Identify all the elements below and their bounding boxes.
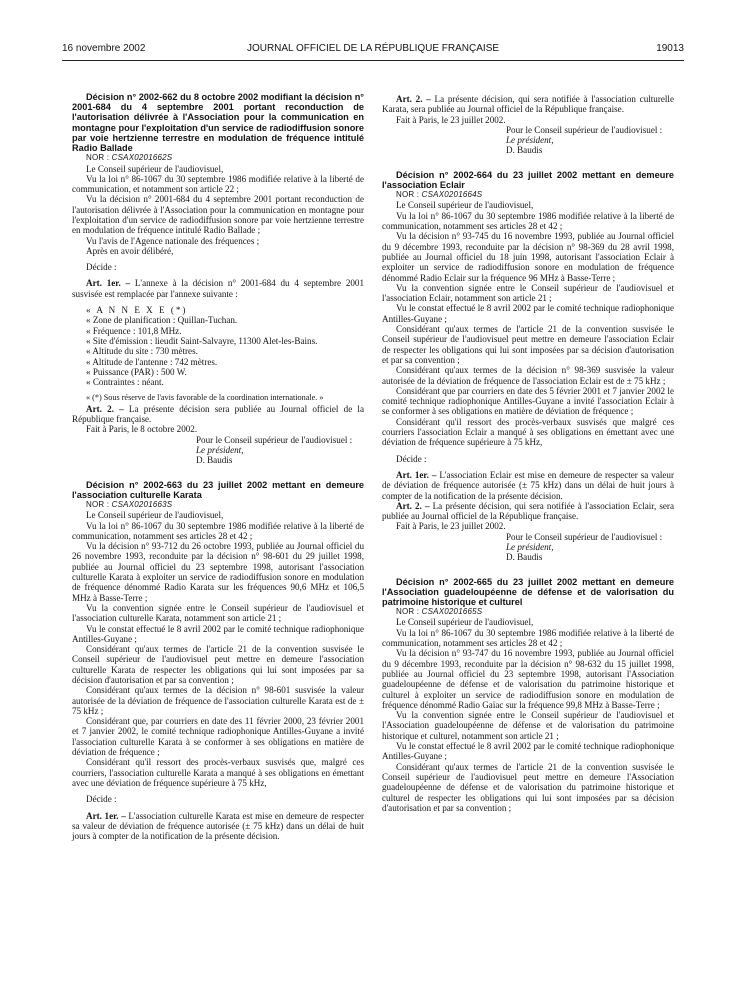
paragraph: Vu le constat effectué le 8 avril 2002 par le comité technique radiophonique Antilles-Guyane ;	[382, 741, 674, 762]
paragraph: Le Conseil supérieur de l'audiovisuel,	[396, 200, 534, 211]
annexe-heading: « A N N E X E (*)	[86, 305, 188, 316]
annex-item: « Site d'émission : lieudit Saint-Salvayre, 11300 Alet-les-Bains.	[86, 335, 318, 346]
decide-heading: Décide :	[86, 262, 117, 273]
signature-line: Pour le Conseil supérieur de l'audiovisuel :	[506, 531, 663, 542]
paragraph: Le Conseil supérieur de l'audiovisuel,	[396, 617, 534, 628]
paragraph: Considérant qu'aux termes de la décision n° 98-601 susvisée la valeur autorisée de la déviation de fréquence de l'association culturelle Karata est de ± 75 kHz ;	[72, 685, 364, 716]
signature-name: D. Baudis	[506, 145, 543, 156]
header-journal-title: JOURNAL OFFICIEL DE LA RÉPUBLIQUE FRANÇAISE	[246, 43, 500, 54]
paragraph: Considérant que, par courriers en date des 11 février 2000, 23 février 2001 et 7 janvier 2002, le comité technique radiophonique Antilles-Guyane a invité l'association culturelle Karata à se conformer à ses obligations en matière de déviation de fréquence ;	[72, 716, 364, 758]
fait-a-paris: Fait à Paris, le 23 juillet 2002.	[396, 114, 506, 125]
article-2	[382, 501, 674, 522]
annex-item: « Zone de planification : Quillan-Tuchan.	[86, 315, 238, 326]
article-2	[382, 94, 674, 115]
header-page-number: 19013	[656, 43, 684, 54]
paragraph: Vu la décision n° 93-747 du 16 novembre 1993, publiée au Journal officiel du 9 décembre 1993, reconduite par la décision n° 98-632 du 15 juillet 1998, publiée au Journal officiel du 23 septembre 1998, autorisant l'Association guadeloupéenne de défense et de valorisation du patrimoine historique et culturel à exploiter un service de radiodiffusion sonore en modulation de fréquence dénommé Radio Gaïac sur la fréquence 99,8 MHz à Basse-Terre ;	[382, 648, 674, 710]
signature-role: Le président,	[196, 444, 244, 455]
paragraph: Vu le constat effectué le 8 avril 2002 par le comité technique radiophonique Antilles-Guyane ;	[72, 623, 364, 644]
paragraph: Vu la loi n° 86-1067 du 30 septembre 1986 modifiée relative à la liberté de communication, notamment ses articles 28 et 42 ;	[382, 627, 674, 649]
annex-item: « Puissance (PAR) : 500 W.	[86, 366, 187, 377]
nor-label: NOR :	[396, 190, 420, 200]
nor-label: NOR :	[86, 153, 110, 163]
paragraph: Vu l'avis de l'Agence nationale des fréquences ;	[86, 235, 260, 246]
right-column	[382, 94, 674, 813]
signature-line: Pour le Conseil supérieur de l'audiovisuel :	[506, 124, 663, 135]
paragraph: Vu la loi n° 86-1067 du 30 septembre 1986 modifiée relative à la liberté de communication, notamment ses articles 28 et 42 ;	[72, 520, 364, 541]
paragraph: Le Conseil supérieur de l'audiovisuel,	[86, 163, 224, 174]
article-text: La présente décision sera publiée au Journal officiel de la République française.	[72, 403, 364, 425]
article-label: Art. 2. –	[396, 500, 430, 511]
article-text: L'association Eclair est mise en demeure de respecter sa valeur de déviation de fréquence autorisée (± 75 kHz) dans un délai de huit jours à compter de la notification de la présente décision.	[382, 469, 674, 501]
article-text: La présente décision, qui sera notifiée à l'association Eclair, sera publiée au Journal officiel de la République française.	[382, 500, 674, 522]
header-date: 16 novembre 2002	[62, 43, 146, 54]
article-text: La présente décision, qui sera notifiée à l'association culturelle Karata, sera publiée au Journal officiel de la République française.	[382, 94, 674, 115]
article-label: Art. 1er. –	[86, 810, 126, 821]
decision-664-nor	[382, 190, 674, 200]
decide-heading: Décide :	[396, 453, 427, 464]
page-header	[62, 43, 684, 59]
paragraph: Considérant qu'il ressort des procès-verbaux susvisés que, malgré ces courriers, l'association culturelle Karata a manqué à ses obligations en émettant avec une déviation de fréquence supérieure à 75 kHz,	[72, 757, 364, 788]
fait-a-paris: Fait à Paris, le 23 juillet 2002.	[396, 521, 506, 532]
paragraph: Vu la décision n° 93-712 du 26 octobre 1993, publiée au Journal officiel du 26 novembre 1993, reconduite par la décision n° 98-601 du 29 juillet 1998, publiée au Journal officiel du 23 septembre 1998, autorisant l'association culturelle Karata à exploiter un service de radiodiffusion sonore en modulation de fréquence dénommé Radio Karata sur les fréquences 90,6 MHz et 106,5 MHz à Basse-Terre ;	[72, 541, 364, 603]
signature-name: D. Baudis	[506, 552, 543, 563]
annex-item: « Altitude de l'antenne : 742 mètres.	[86, 356, 218, 367]
nor-code: CSAX0201663S	[111, 499, 173, 509]
paragraph: Considérant qu'aux termes de l'article 21 de la convention susvisée le Conseil supérieur de l'audiovisuel peut mettre en demeure l'Association guadeloupéenne de défense et de valorisation du patrimoine historique et culturel de respecter les obligations qui lui sont imposées par sa décision d'autorisation et par sa convention ;	[382, 761, 674, 813]
decision-662-title: Décision n° 2002-662 du 8 octobre 2002 modifiant la décision n° 2001-684 du 4 septembre 2001 portant reconduction de l'autorisation délivrée à l'Association pour la communication en montagne pour l'exploitation d'un service de radiodiffusion sonore par voie hertzienne terrestre en modulation de fréquence intitulé Radio Ballade	[72, 92, 364, 154]
article-label: Art. 2. –	[396, 94, 431, 104]
article-text: L'association culturelle Karata est mise en demeure de respecter sa valeur de déviation de fréquence autorisée (± 75 kHz) dans un délai de huit jours à compter de la notification de la présente décision.	[72, 810, 365, 842]
nor-code: CSAX0201665S	[421, 607, 483, 617]
decision-665-title: Décision n° 2002-665 du 23 juillet 2002 mettant en demeure l'Association guadeloupéenne de défense et de valorisation du patrimoine historique et culturel	[382, 576, 674, 607]
nor-code: CSAX0201662S	[111, 153, 173, 163]
signature-name: D. Baudis	[196, 455, 233, 466]
decision-665-nor	[382, 607, 674, 617]
nor-label: NOR :	[86, 499, 110, 509]
paragraph: Considérant qu'aux termes de l'article 21 de la convention susvisée le Conseil supérieur de l'audiovisuel peut mettre en demeure l'association Eclair de respecter les obligations qui lui sont imposées par sa décision d'autorisation et par sa convention ;	[382, 324, 674, 365]
paragraph: Considérant qu'aux termes de l'article 21 de la convention susvisée le Conseil supérieur de l'audiovisuel peut mettre en demeure l'association culturelle Karata de respecter les obligations qui lui sont imposées par sa décision d'autorisation et par sa convention ;	[72, 644, 364, 685]
nor-label: NOR :	[396, 607, 420, 617]
annex-item: « Fréquence : 101,8 MHz.	[86, 325, 182, 336]
paragraph: Considérant qu'il ressort des procès-verbaux susvisés que malgré ces courriers l'association Eclair a manqué à ses obligations en émettant avec une déviation de fréquence supérieure à 75 kHz,	[382, 416, 674, 448]
left-column	[72, 92, 364, 841]
article-label: Art. 2. –	[86, 403, 124, 414]
paragraph: Après en avoir délibéré,	[86, 245, 174, 256]
signature-title	[72, 445, 364, 455]
header-rule	[62, 60, 684, 61]
decision-664-title: Décision n° 2002-664 du 23 juillet 2002 mettant en demeure l'association Eclair	[382, 169, 674, 190]
paragraph: Considérant qu'aux termes de la décision n° 98-369 susvisée la valeur autorisée de la déviation de fréquence de l'association Eclair est de ± 75 kHz ;	[382, 365, 674, 386]
decision-663-title: Décision n° 2002-663 du 23 juillet 2002 mettant en demeure l'association culturelle Karata	[72, 479, 364, 500]
paragraph: Vu la convention signée entre le Conseil supérieur de l'audiovisuel et l'association Eclair, notamment son article 21 ;	[382, 282, 674, 304]
signature-role: Le président,	[506, 135, 554, 146]
paragraph: Considérant que par courriers en date des 5 février 2001 et 7 janvier 2002 le comité technique radiophonique Antilles-Guyane a invité l'association Eclair à se conformer à ses obligations en matière de déviation de fréquence ;	[382, 385, 674, 417]
article-1	[72, 811, 364, 842]
paragraph: Vu la loi n° 86-1067 du 30 septembre 1986 modifiée relative à la liberté de communication, et notamment son article 22 ;	[72, 173, 364, 195]
article-2	[72, 404, 364, 425]
decide-heading: Décide :	[86, 794, 117, 805]
annex-footnote: « (*) Sous réserve de l'avis favorable de la coordination internationale. »	[86, 393, 324, 403]
paragraph: Vu la décision n° 93-745 du 16 novembre 1993, publiée au Journal officiel du 9 décembre 1993, reconduite par la décision n° 98-369 du 28 avril 1998, publiée au Journal officiel du 18 juin 1998, autorisant l'association Eclair à exploiter un service de radiodiffusion sonore en modulation de fréquence dénommé Radio Eclair sur la fréquence 96 MHz à Basse-Terre ;	[382, 231, 674, 283]
signature-line: Pour le Conseil supérieur de l'audiovisuel :	[196, 434, 353, 445]
signature-title	[382, 542, 674, 552]
paragraph: Vu la convention signée entre le Conseil supérieur de l'audiovisuel et l'Association guadeloupéenne de défense et de valorisation du patrimoine historique et culturel, notamment son article 21 ;	[382, 710, 674, 741]
decision-662-nor	[72, 153, 364, 163]
paragraph: Le Conseil supérieur de l'audiovisuel,	[86, 510, 224, 521]
article-label: Art. 1er. –	[396, 469, 437, 480]
paragraph: Vu la décision n° 2001-684 du 4 septembre 2001 portant reconduction de l'autorisation délivrée à l'Association pour la communication en montagne pour l'exploitation d'un service de radiodiffusion sonore par voie hertzienne terrestre en modulation de fréquence intitulé Radio Ballade ;	[72, 194, 364, 236]
paragraph: Vu la convention signée entre le Conseil supérieur de l'audiovisuel et l'association culturelle Karata, notamment son article 21 ;	[72, 602, 364, 624]
signature-role: Le président,	[506, 541, 554, 552]
annex-item: « Altitude du site : 730 mètres.	[86, 346, 198, 357]
article-1	[72, 278, 364, 299]
paragraph: Vu le constat effectué le 8 avril 2002 par le comité technique radiophonique Antilles-Guyane ;	[382, 303, 674, 324]
article-text: L'annexe à la décision n° 2001-684 du 4 septembre 2001 susvisée est remplacée par l'annexe suivante :	[72, 278, 365, 299]
article-1	[382, 470, 674, 501]
signature-title	[382, 135, 674, 145]
fait-a-paris: Fait à Paris, le 8 octobre 2002.	[86, 424, 198, 435]
paragraph: Vu la loi n° 86-1067 du 30 septembre 1986 modifiée relative à la liberté de communication, notamment ses articles 28 et 42 ;	[382, 210, 674, 232]
decision-663-nor	[72, 500, 364, 510]
article-label: Art. 1er. –	[86, 278, 131, 289]
annex-item: « Contraintes : néant.	[86, 377, 164, 388]
nor-code: CSAX0201664S	[421, 190, 483, 200]
